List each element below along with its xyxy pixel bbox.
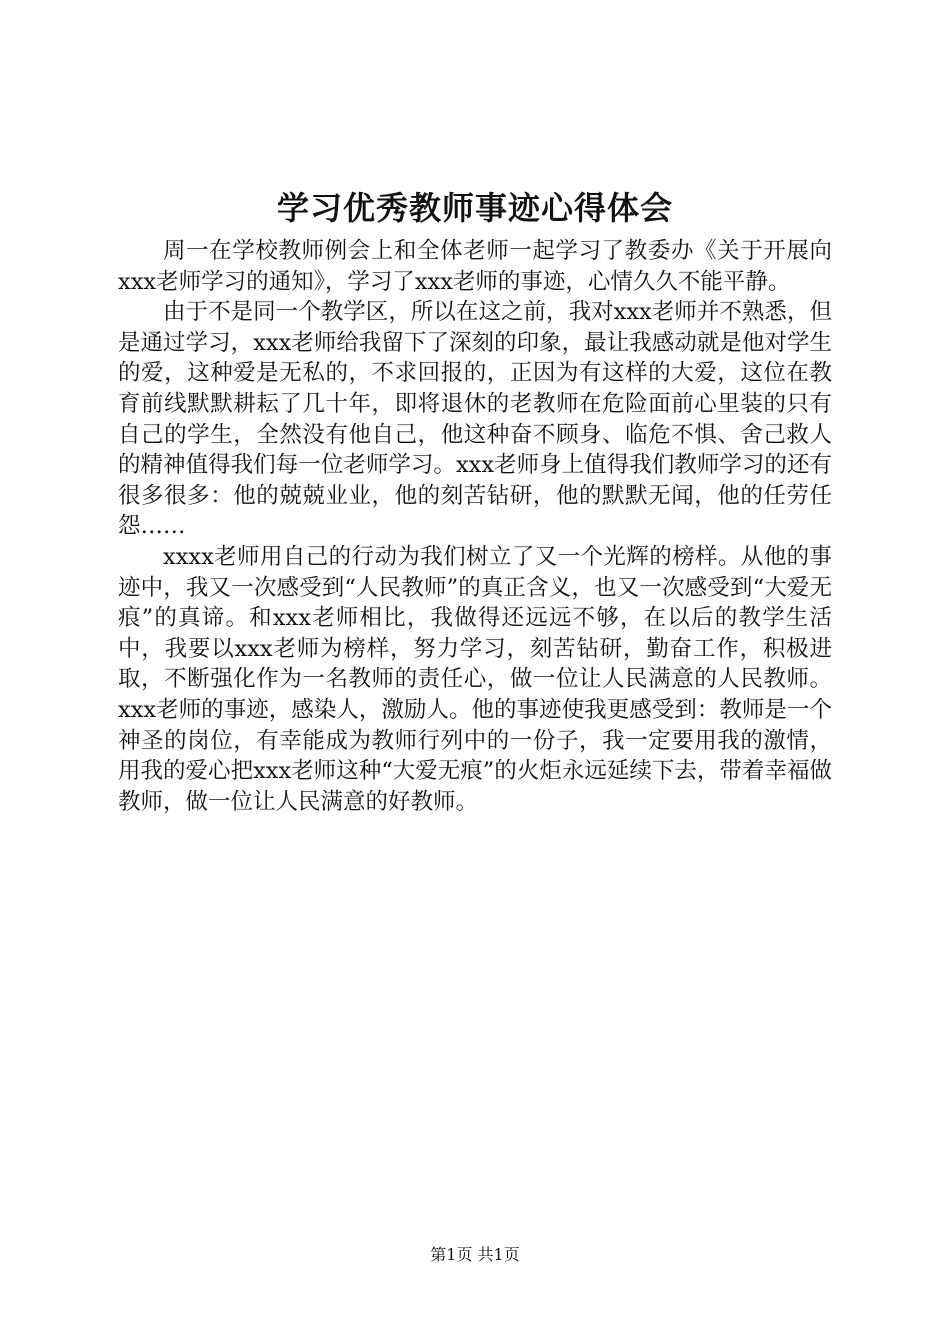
document-body xyxy=(118,236,832,817)
paragraph-2: 由于不是同一个教学区，所以在这之前，我对xxx老师并不熟悉，但是通过学习，xxx老师给我留下了深刻的印象，最让我感动就是他对学生的爱，这种爱是无私的，不求回报的，正因为有这样的大爱，这位在教育前线默默耕耘了几十年，即将退休的老教师在危险面前心里装的只有自己的学生，全然没有他自己，他这种奋不顾身、临危不惧、舍己救人的精神值得我们每一位老师学习。xxx老师身上值得我们教师学习的还有很多很多：他的兢兢业业，他的刻苦钻研，他的默默无闻，他的任劳任怨…… xyxy=(118,299,832,540)
page-footer: 第1页 共1页 xyxy=(430,1245,520,1264)
document-title: 学习优秀教师事迹心得体会 xyxy=(276,189,673,227)
paragraph-1: 周一在学校教师例会上和全体老师一起学习了教委办《关于开展向xxx老师学习的通知》，学习了xxx老师的事迹，心情久久不能平静。 xyxy=(118,238,832,295)
paragraph-3: xxxx老师用自己的行动为我们树立了又一个光辉的榜样。从他的事迹中，我又一次感受到“人民教师”的真正含义，也又一次感受到“大爱无痕”的真谛。和xxx老师相比，我做得还远远不够，在以后的教学生活中，我要以xxx老师为榜样，努力学习，刻苦钻研，勤奋工作，积极进取，不断强化作为一名教师的责任心，做一位让人民满意的人民教师。xxx老师的事迹，感染人，激励人。他的事迹使我更感受到：教师是一个神圣的岗位，有幸能成为教师行列中的一份子，我一定要用我的激情，用我的爱心把xxx老师这种“大爱无痕”的火炬永远延续下去，带着幸福做教师，做一位让人民满意的好教师。 xyxy=(118,543,832,815)
